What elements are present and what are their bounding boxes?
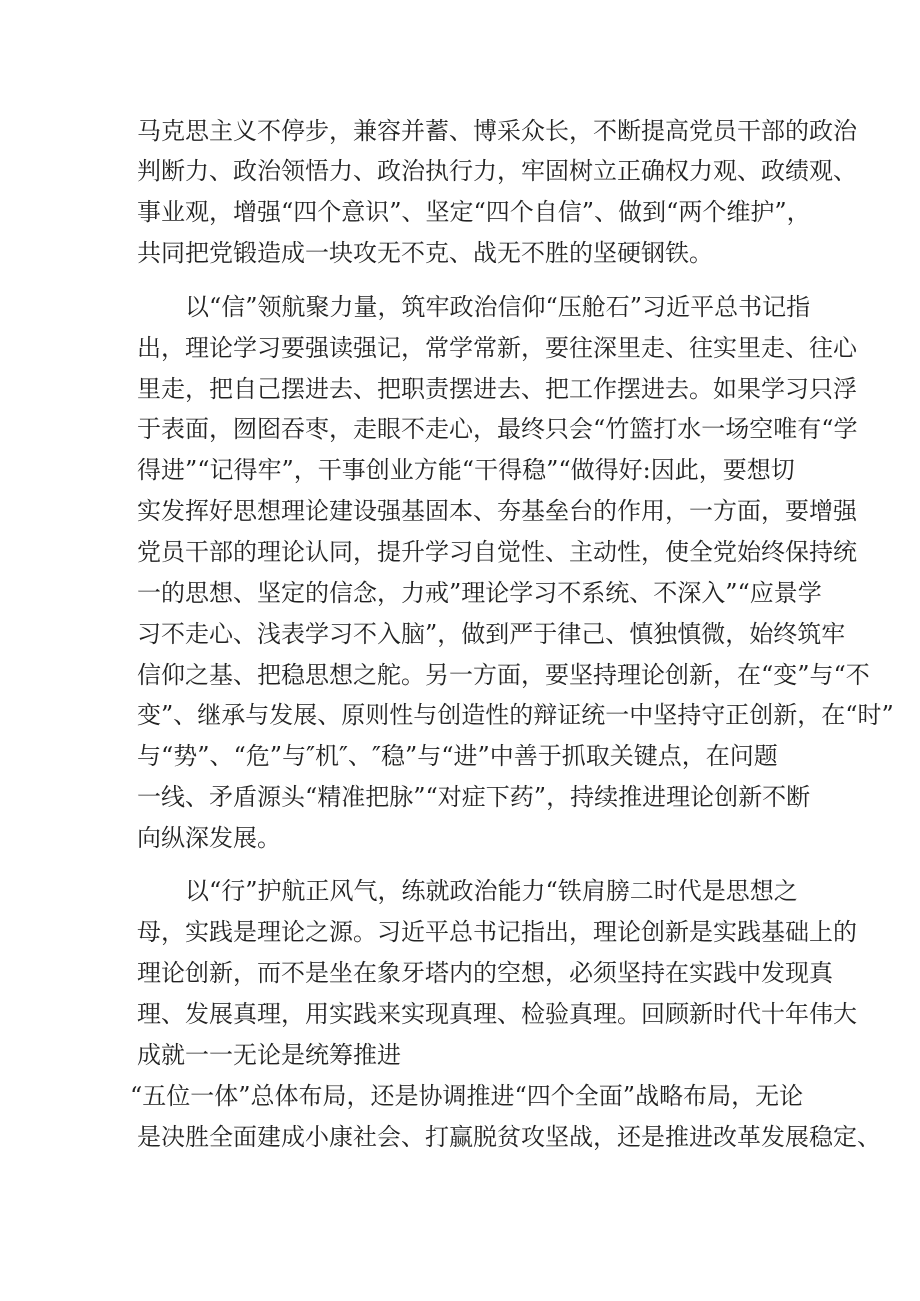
text-line: 理论创新，而不是坐在象牙塔内的空想，必须坚持在实践中发现真 [137, 959, 833, 987]
text-line: 以“信”领航聚力量，筑牢政治信仰“压舱石”习近平总书记指 [185, 293, 811, 321]
text-line: 成就一一无论是统筹推进 [137, 1041, 401, 1069]
text-line: 一线、矛盾源头“精准把脉”“对症下药”，持续推进理论创新不断 [137, 783, 811, 811]
text-line: 一的思想、坚定的信念，力戒”理论学习不系统、不深入”“应景学 [137, 579, 822, 607]
text-line: 里走，把自己摆进去、把职责摆进去、把工作摆进去。如果学习只浮 [137, 375, 857, 403]
text-line: “五位一体”总体布局，还是协调推进“四个全面”战略布局，无论 [130, 1082, 804, 1110]
text-line: 母，实践是理论之源。习近平总书记指出，理论创新是实践基础上的 [137, 918, 857, 946]
text-line: 习不走心、浅表学习不入脑”，做到严于律己、慎独慎微，始终筑牢 [137, 620, 846, 648]
text-line: 于表面，囫囵吞枣，走眼不走心，最终只会“竹篮打水一场空唯有“学 [137, 415, 858, 443]
text-line: 变”、继承与发展、原则性与创造性的辩证统一中坚持守正创新，在“时” [137, 701, 894, 729]
text-line: 党员干部的理论认同，提升学习自觉性、主动性，使全党始终保持统 [137, 538, 857, 566]
text-line: 信仰之基、把稳思想之舵。另一方面，要坚持理论创新，在“变”与“不 [137, 661, 870, 689]
text-line: 判断力、政治领悟力、政治执行力，牢固树立正确权力观、政绩观、 [137, 157, 857, 185]
text-line: 以“行”护航正风气，练就政治能力“铁肩膀二时代是思想之 [185, 877, 798, 905]
text-line: 共同把党锻造成一块攻无不克、战无不胜的坚硬钢铁。 [137, 239, 713, 267]
text-line: 马克思主义不停步，兼容并蓄、博采众长，不断提高党员干部的政治 [137, 117, 857, 145]
text-line: 出，理论学习要强读强记，常学常新，要往深里走、往实里走、往心 [137, 334, 857, 362]
text-line: 得进”“记得牢”，干事创业方能“干得稳”“做得好:因此，要想切 [137, 456, 795, 484]
text-line: 与“势”、“危”与″机″、″稳”与“进”中善于抓取关键点，在问题 [137, 742, 778, 770]
text-line: 事业观，增强“四个意识”、坚定“四个自信”、做到“两个维护”， [137, 198, 811, 226]
text-line: 向纵深发展。 [137, 824, 281, 852]
text-line: 理、发展真理，用实践来实现真理、检验真理。回顾新时代十年伟大 [137, 1000, 857, 1028]
text-line: 是决胜全面建成小康社会、打赢脱贫攻坚战，还是推进改革发展稳定、 [137, 1123, 881, 1151]
text-line: 实发挥好思想理论建设强基固本、夯基垒台的作用，一方面，要增强 [137, 497, 857, 525]
